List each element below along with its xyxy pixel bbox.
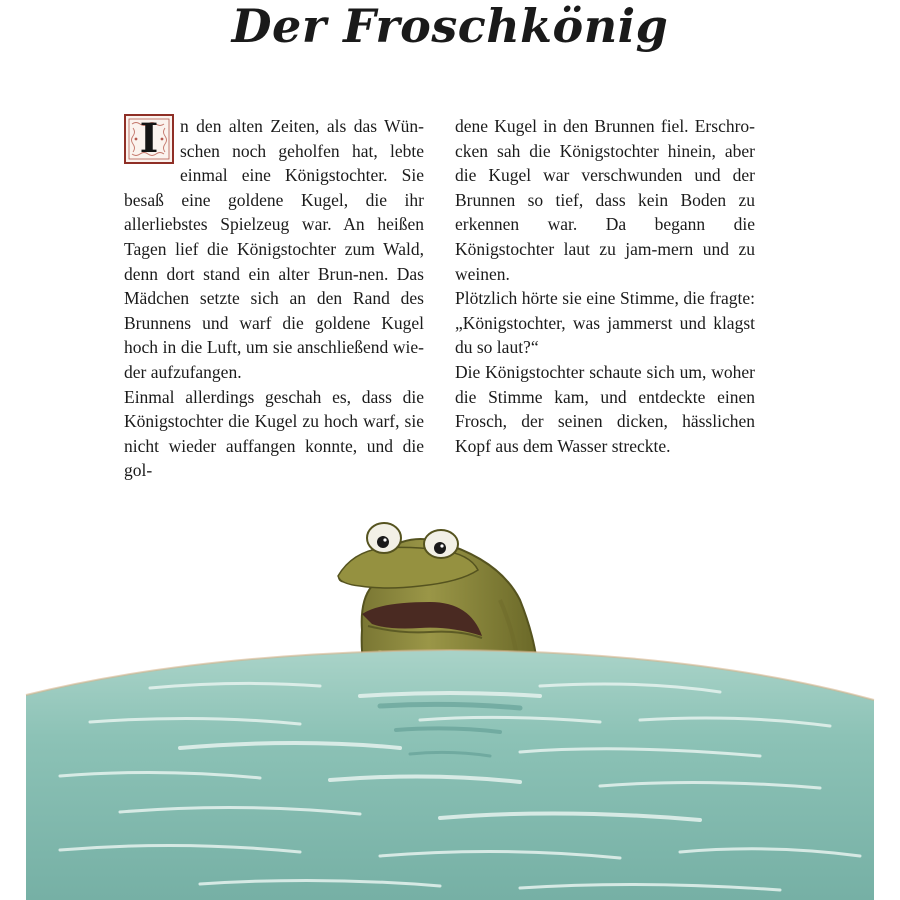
drop-cap — [124, 114, 174, 164]
paragraph-1-text: n den alten Zeiten, als das Wün-schen noch geholfen hat, lebte einmal eine Königstochter. Sie besaß eine goldene Kugel, die ihr allerliebstes Spielzeug war. An heißen Tagen lief die Königstochter zum Wald, denn dort stand ein alter Brun-nen. Das Mädchen setzte sich an den Rand des Brunnens und warf die goldene Kugel hoch in die Luft, um sie anschließend wie-der aufzufangen. — [124, 116, 424, 382]
drop-cap-letter: I — [139, 115, 159, 162]
text-column-left — [124, 114, 424, 483]
paragraph-3: dene Kugel in den Brunnen fiel. Erschro-cken sah die Königstochter hinein, aber die Kugel war verschwunden und der Brunnen so tief, dass kein Boden zu erkennen war. Da begann die Königstochter laut zu jam-mern und zu weinen. — [455, 116, 755, 284]
water — [26, 650, 874, 900]
paragraph-2: Einmal allerdings geschah es, dass die Königstochter die Kugel zu hoch warf, sie nicht wieder auffangen konnte, und die gol- — [124, 386, 424, 481]
paragraph-1 — [124, 114, 424, 385]
paragraph-4: Plötzlich hörte sie eine Stimme, die fragte: „Königstochter, was jammerst und klagst du so laut?“ — [455, 288, 755, 358]
frog-illustration — [0, 490, 900, 900]
paragraph-5: Die Königstochter schaute sich um, woher die Stimme kam, und entdeckte einen Frosch, der seinen dicken, hässlichen Kopf aus dem Wasser streckte. — [455, 361, 755, 456]
text-column-right — [455, 114, 755, 458]
page-title: Der Froschkönig — [231, 0, 669, 53]
